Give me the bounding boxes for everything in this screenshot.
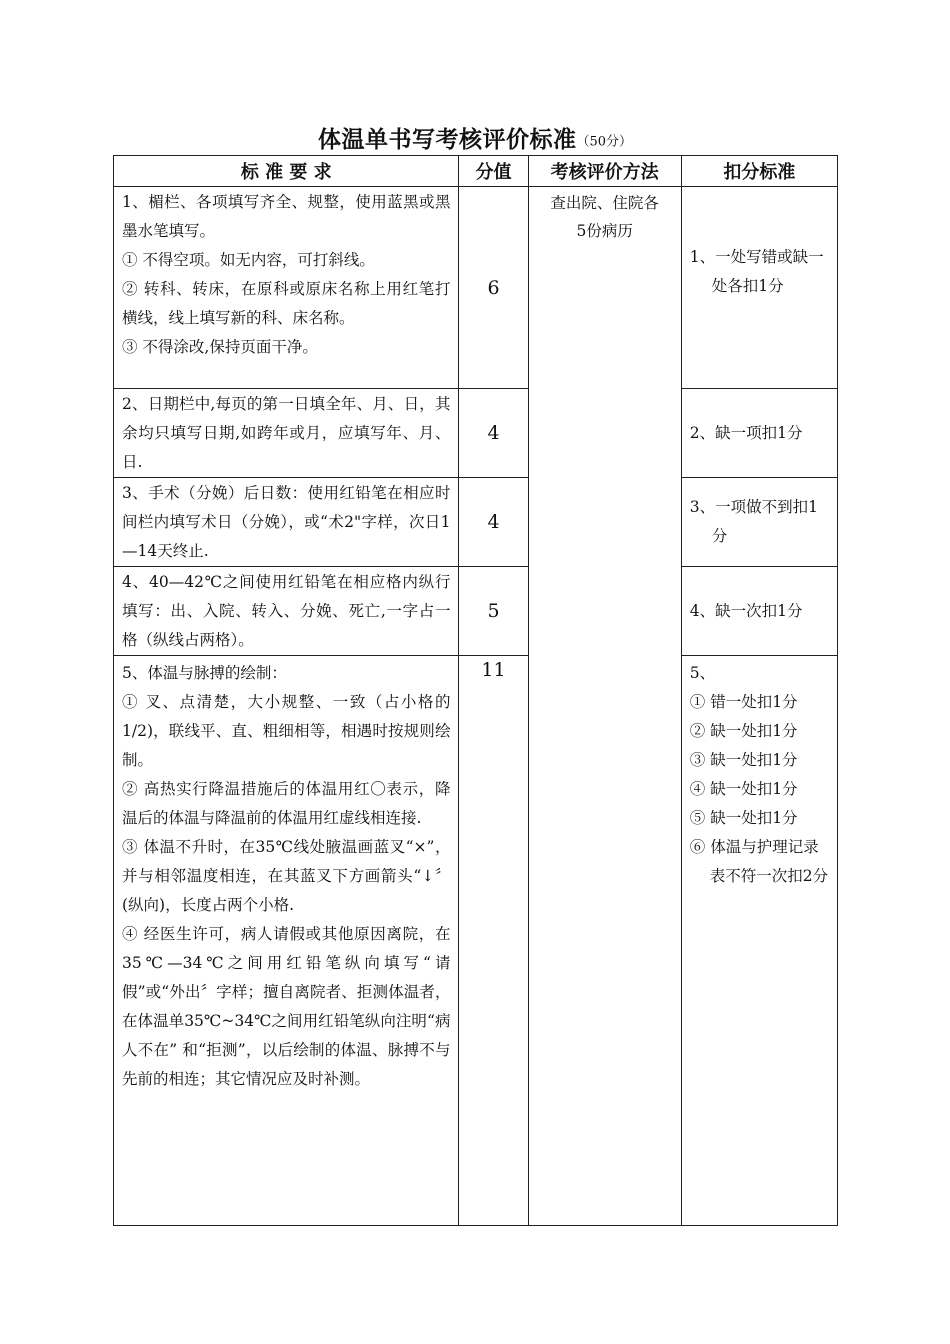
deduction-cell: [681, 656, 837, 1226]
requirement-line: 3、手术（分娩）后日数：使用红铅笔在相应时间栏内填写术日（分娩），或“术2"字样，次日1—14天终止.: [122, 484, 451, 560]
requirement-cell: [114, 567, 459, 656]
requirement-cell: [114, 389, 459, 478]
table-header-row: [114, 156, 838, 187]
requirement-line: 1、楣栏、各项填写齐全、规整，使用蓝黑或黑墨水笔填写。: [122, 193, 451, 240]
deduction-cell: [681, 567, 837, 656]
score-cell: 4: [459, 389, 528, 478]
requirement-line: ① 不得空项。如无内容，可打斜线。: [122, 251, 375, 269]
score-cell: 4: [459, 478, 528, 567]
requirement-line: 4、40—42℃之间使用红铅笔在相应格内纵行填写：出、入院、转入、分娩、死亡,一字占一格（纵线占两格）。: [122, 573, 451, 649]
deduction-line: 4、缺一次扣1分: [689, 601, 803, 620]
title-text: 体温单书写考核评价标准: [317, 126, 577, 153]
requirement-line: ③ 体温不升时，在35℃线处腋温画蓝叉“×”，并与相邻温度相连，在其蓝叉下方画箭头“↓〞(纵向)，长度占两个小格.: [122, 838, 451, 914]
requirement-cell: [114, 187, 459, 389]
requirement-line: ② 高热实行降温措施后的体温用红〇表示，降温后的体温与降温前的体温用红虚线相连接.: [122, 780, 451, 827]
deduction-line: ② 缺一处扣1分: [689, 722, 798, 740]
requirement-cell: [114, 656, 459, 1226]
header-score: 分值: [459, 156, 528, 187]
deduction-line: 5、: [689, 664, 716, 682]
score-cell: 6: [459, 187, 528, 389]
title-total-score: （50分）: [576, 134, 633, 150]
deduction-line: ⑥ 体温与护理记录表不符一次扣2分: [689, 838, 829, 885]
requirement-line: 5、体温与脉搏的绘制：: [122, 664, 287, 682]
method-line: 查出院、住院各: [550, 194, 659, 212]
requirement-line: ② 转科、转床，在原科或原床名称上用红笔打横线，线上填写新的科、床名称。: [122, 280, 451, 327]
table-row: [114, 567, 838, 656]
header-deduction: 扣分标准: [681, 156, 837, 187]
deduction-cell: [681, 187, 837, 389]
deduction-line: 3、一项做不到扣1分: [689, 498, 818, 545]
evaluation-table: [113, 155, 838, 1226]
requirement-line: 2、日期栏中,每页的第一日填全年、月、日，其余均只填写日期,如跨年或月，应填写年、月、日.: [122, 395, 451, 471]
table-row: [114, 187, 838, 389]
requirement-line: ④ 经医生许可，病人请假或其他原因离院，在35℃—34℃之间用红铅笔纵向填写“请假”或“外出〞字样；擅自离院者、拒测体温者，在体温单35℃~34℃之间用红铅笔纵向注明“病人不在” 和“拒测”，以后绘制的体温、脉搏不与先前的相连；其它情况应及时补测。: [122, 925, 451, 1088]
method-cell: [528, 187, 681, 1226]
table-row: [114, 656, 838, 1226]
deduction-line: ① 错一处扣1分: [689, 693, 798, 711]
deduction-line: 1、一处写错或缺一处各扣1分: [689, 248, 824, 295]
deduction-cell: [681, 478, 837, 567]
deduction-line: ⑤ 缺一处扣1分: [689, 809, 798, 827]
document-title: [0, 124, 950, 159]
table-row: [114, 389, 838, 478]
score-cell: 11: [459, 656, 528, 1226]
requirement-line: ① 叉、点清楚，大小规整、一致（占小格的1/2)，联线平、直、粗细相等，相遇时按规则绘制。: [122, 693, 451, 769]
header-requirement: 标 准 要 求: [114, 156, 459, 187]
deduction-line: ④ 缺一处扣1分: [689, 780, 798, 798]
method-line: 5份病历: [576, 222, 633, 240]
requirement-line: ③ 不得涂改,保持页面干净。: [122, 338, 318, 356]
header-method: 考核评价方法: [528, 156, 681, 187]
table-row: [114, 478, 838, 567]
requirement-cell: [114, 478, 459, 567]
deduction-line: 2、缺一项扣1分: [689, 423, 803, 442]
score-cell: 5: [459, 567, 528, 656]
deduction-cell: [681, 389, 837, 478]
deduction-line: ③ 缺一处扣1分: [689, 751, 798, 769]
